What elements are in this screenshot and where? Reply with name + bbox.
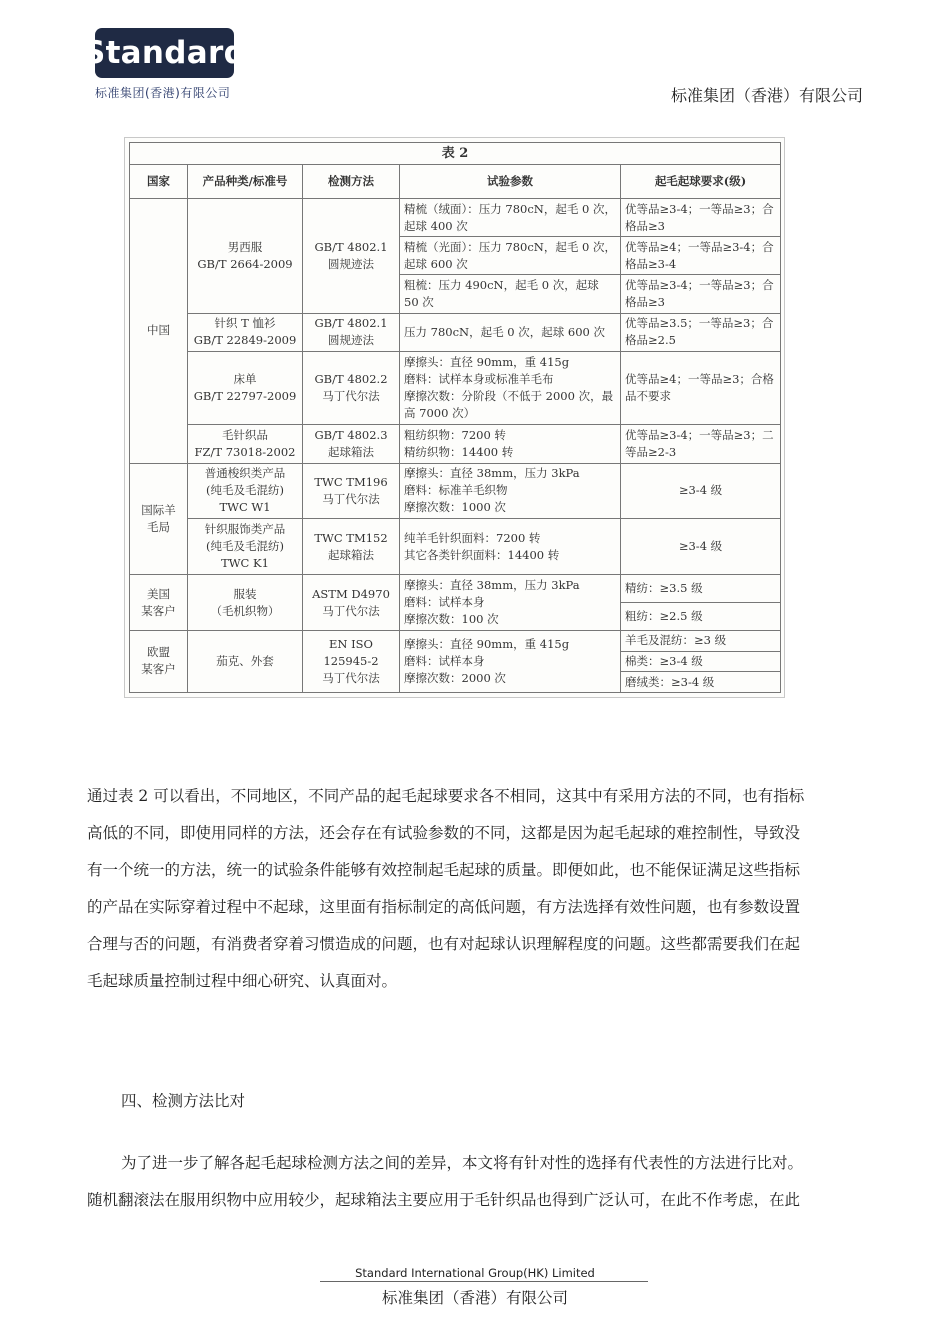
param-cell: 粗纺织物：7200 转 精纺织物：14400 转 [400, 425, 621, 463]
paragraph-line: 通过表 2 可以看出，不同地区，不同产品的起毛起球要求各不相同，这其中有采用方法的不同，也有指标 [87, 787, 805, 805]
requirement-cell: 精纺：≥3.5 级 [621, 575, 781, 603]
product-cell: 针织服饰类产品 (纯毛及毛混纺) TWC K1 [188, 519, 303, 575]
paragraph-line: 高低的不同，即使用同样的方法，还会存在有试验参数的不同，这都是因为起毛起球的难控制性，导致没 [87, 824, 801, 842]
paragraph-line: 随机翻滚法在服用织物中应用较少，起球箱法主要应用于毛针织品也得到广泛认可，在此不作考虑，在此 [87, 1191, 801, 1209]
paragraph-line: 合理与否的问题，有消费者穿着习惯造成的问题，也有对起球认识理解程度的问题。这些都需要我们在起 [87, 935, 801, 953]
requirement-cell: 优等品≥3-4；一等品≥3；合格品≥3 [621, 275, 781, 313]
param-cell: 摩擦头：直径 38mm，压力 3kPa 磨料：试样本身 摩擦次数：100 次 [400, 575, 621, 631]
paragraph-line: 的产品在实际穿着过程中不起球，这里面有指标制定的高低问题，有方法选择有效性问题，也有参数设置 [87, 898, 801, 916]
method-cell: EN ISO 125945-2 马丁代尔法 [303, 630, 400, 692]
requirement-cell: 优等品≥4；一等品≥3；合格品不要求 [621, 351, 781, 424]
country-cell: 中国 [130, 199, 188, 464]
method-cell: GB/T 4802.1 圆规迹法 [303, 199, 400, 314]
requirement-cell: ≥3-4 级 [621, 519, 781, 575]
header-company-name: 标准集团（香港）有限公司 [670, 86, 863, 105]
requirement-cell: 棉类：≥3-4 级 [621, 651, 781, 672]
requirement-cell: 粗纺：≥2.5 级 [621, 603, 781, 631]
requirement-cell: 优等品≥3-4；一等品≥3；二等品≥2-3 [621, 425, 781, 463]
product-cell: 服装 （毛机织物） [188, 575, 303, 631]
paragraph-line: 有一个统一的方法，统一的试验条件能够有效控制起毛起球的质量。即便如此，也不能保证满足这些指标 [87, 861, 801, 879]
table-header-cell: 试验参数 [400, 165, 621, 199]
table-2-image [124, 137, 785, 698]
body-paragraph-1 [87, 778, 863, 1000]
method-cell: TWC TM152 起球箱法 [303, 519, 400, 575]
country-cell: 国际羊 毛局 [130, 463, 188, 575]
body-paragraph-2 [87, 1145, 863, 1219]
pilling-requirements-table [129, 142, 781, 693]
param-cell: 摩擦头：直径 90mm，重 415g 磨料：试样本身或标准羊毛布 摩擦次数：分阶段（不低于 2000 次，最高 7000 次） [400, 351, 621, 424]
requirement-cell: 优等品≥4；一等品≥3-4；合格品≥3-4 [621, 237, 781, 275]
logo-text: Standard [82, 35, 247, 71]
table-header-cell: 国家 [130, 165, 188, 199]
table-header-cell: 产品种类/标准号 [188, 165, 303, 199]
section-heading: 四、检测方法比对 [121, 1092, 246, 1110]
requirement-cell: 羊毛及混纺：≥3 级 [621, 630, 781, 651]
product-cell: 男西服 GB/T 2664-2009 [188, 199, 303, 314]
param-cell: 摩擦头：直径 38mm，压力 3kPa 磨料：标准羊毛织物 摩擦次数：1000 次 [400, 463, 621, 519]
footer-company-en: Standard International Group(HK) Limited [355, 1266, 595, 1280]
table-header-cell: 检测方法 [303, 165, 400, 199]
method-cell: GB/T 4802.1 圆规迹法 [303, 313, 400, 351]
requirement-cell: 磨绒类：≥3-4 级 [621, 672, 781, 693]
requirement-cell: ≥3-4 级 [621, 463, 781, 519]
paragraph-line: 毛起球质量控制过程中细心研究、认真面对。 [87, 972, 398, 990]
requirement-cell: 优等品≥3.5；一等品≥3；合格品≥2.5 [621, 313, 781, 351]
company-logo [82, 28, 247, 78]
country-cell: 欧盟 某客户 [130, 630, 188, 692]
logo-subtitle: 标准集团(香港)有限公司 [95, 86, 231, 100]
param-cell: 压力 780cN，起毛 0 次，起球 600 次 [400, 313, 621, 351]
country-cell: 美国 某客户 [130, 575, 188, 631]
paragraph-line: 为了进一步了解各起毛起球检测方法之间的差异，本文将有针对性的选择有代表性的方法进行比对。 [121, 1154, 804, 1172]
product-cell: 普通梭织类产品 (纯毛及毛混纺) TWC W1 [188, 463, 303, 519]
param-cell: 摩擦头：直径 90mm，重 415g 磨料：试样本身 摩擦次数：2000 次 [400, 630, 621, 692]
param-cell: 精梳（绒面）：压力 780cN，起毛 0 次，起球 400 次 [400, 199, 621, 237]
method-cell: TWC TM196 马丁代尔法 [303, 463, 400, 519]
product-cell: 床单 GB/T 22797-2009 [188, 351, 303, 424]
table-header-cell: 起毛起球要求(级) [621, 165, 781, 199]
product-cell: 针织 T 恤衫 GB/T 22849-2009 [188, 313, 303, 351]
product-cell: 毛针织品 FZ/T 73018-2002 [188, 425, 303, 463]
method-cell: ASTM D4970 马丁代尔法 [303, 575, 400, 631]
table-caption: 表 2 [130, 143, 781, 165]
requirement-cell: 优等品≥3-4；一等品≥3；合格品≥3 [621, 199, 781, 237]
footer-divider [320, 1281, 648, 1282]
param-cell: 纯羊毛针织面料：7200 转 其它各类针织面料：14400 转 [400, 519, 621, 575]
product-cell: 茄克、外套 [188, 630, 303, 692]
param-cell: 粗梳：压力 490cN，起毛 0 次，起球 50 次 [400, 275, 621, 313]
param-cell: 精梳（光面）：压力 780cN，起毛 0 次，起球 600 次 [400, 237, 621, 275]
footer-company-cn: 标准集团（香港）有限公司 [381, 1289, 568, 1307]
method-cell: GB/T 4802.2 马丁代尔法 [303, 351, 400, 424]
method-cell: GB/T 4802.3 起球箱法 [303, 425, 400, 463]
